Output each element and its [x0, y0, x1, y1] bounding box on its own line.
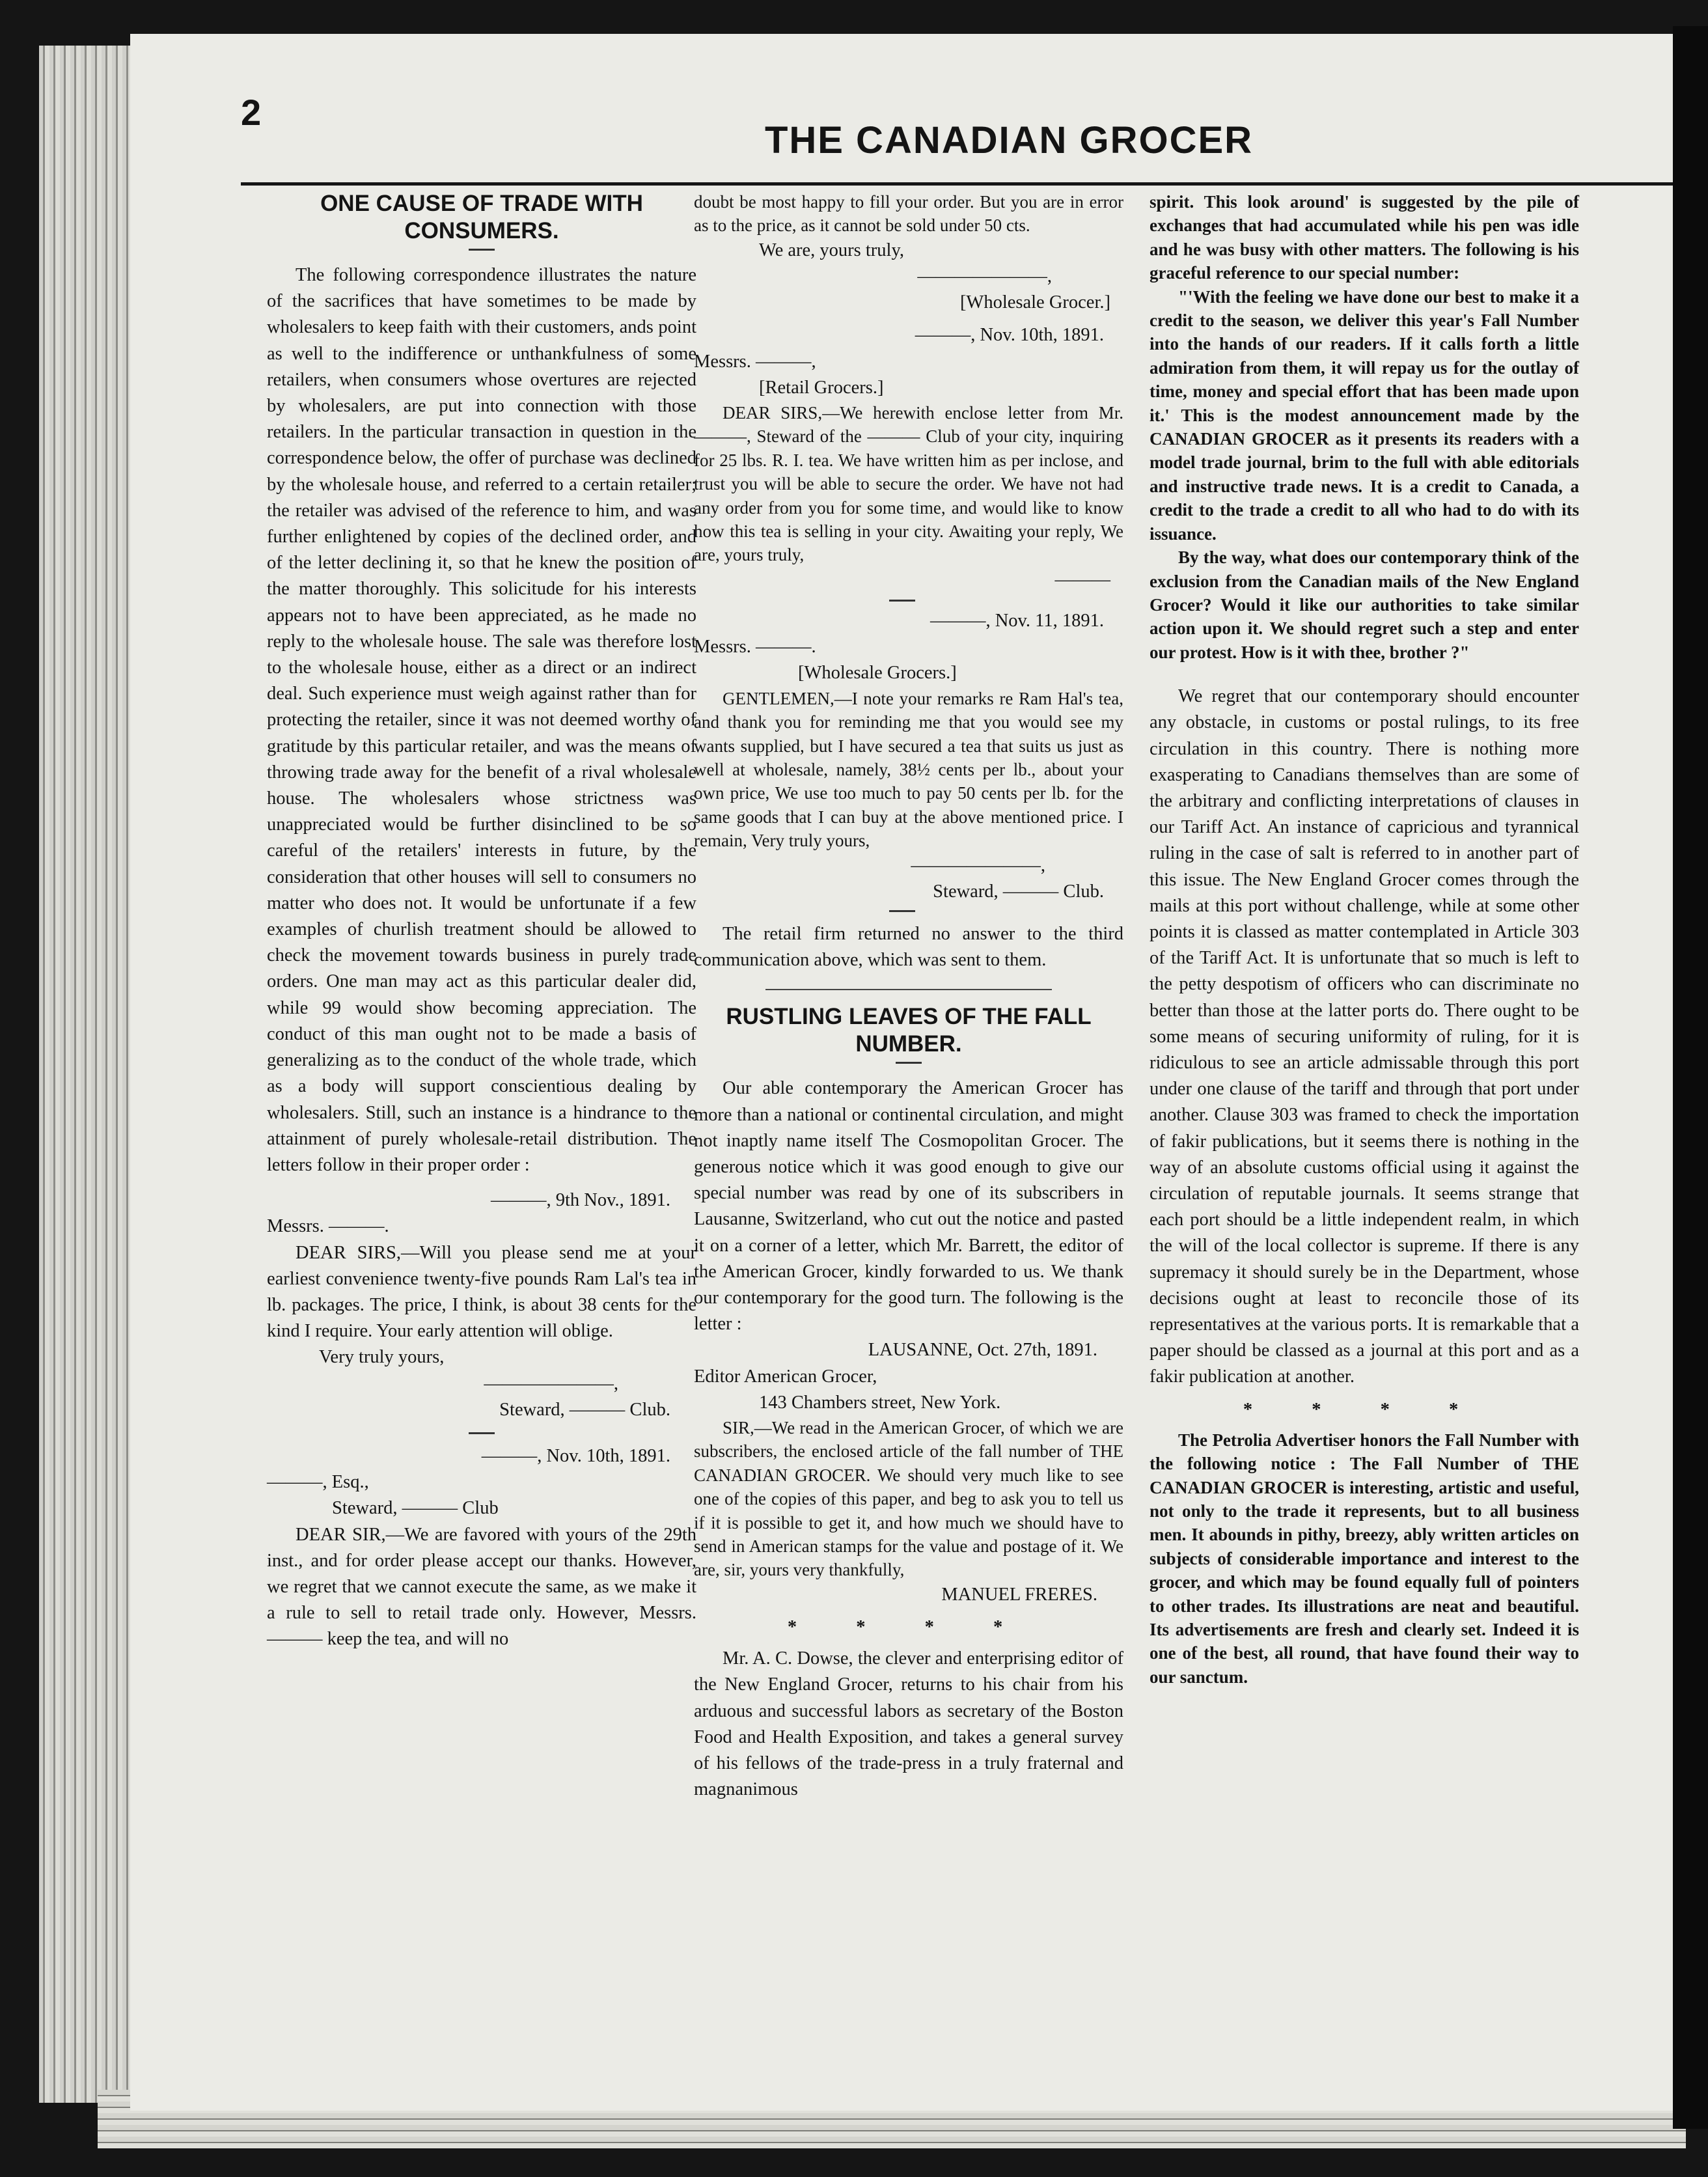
- lausanne-letter-date: LAUSANNE, Oct. 27th, 1891.: [868, 1340, 1097, 1361]
- article2-para1: Our able contemporary the American Grocer has more than a national or continental circulation, and might not inaptly name itself The Cosmopolitan Grocer. The generous notice which it was good enough to give our special number was read by one of its subscribers in Lausanne, Switzerland, who cut out the notice and pasted it on a corner of a letter, which Mr. Barrett, the editor of the American Grocer, kindly forwarded to us. We thank our contemporary for the good turn. The following is the letter :: [694, 1078, 1123, 1335]
- letter2-body-end: doubt be most happy to fill your order. But you are in error as to the price, as it cannot be sold under 50 cts.: [694, 192, 1123, 236]
- article2-para4: The Petrolia Advertiser honors the Fall Number with the following notice : The Fall Number of THE CANADIAN GROCER is interesting, artistic and useful, not only to the trade it represents, but to all business men. It abounds in pithy, breezy, ably written articles on subjects of considerable importance and interest to the grocer, and which may be found equally full of pointers to other trades. Its illustrations are neat and beautiful. Its advertisements are fresh and clearly set. Indeed it is one of the best, all round, that have found their way to our sanctum.: [1150, 1430, 1579, 1687]
- letter1-body: DEAR SIRS,—Will you please send me at your earliest convenience twenty-five pounds Ram Lal's tea in lb. packages. The price, I think, is about 38 cents for the kind I require. Your early attention will oblige.: [267, 1242, 696, 1342]
- section-stars: * * * *: [787, 1617, 1030, 1638]
- section-stars: * * * *: [1243, 1399, 1486, 1420]
- article1-outro: The retail firm returned no answer to the third communication above, which was sent to them.: [694, 923, 1123, 971]
- letter2-to-2: Steward, ——— Club: [332, 1498, 499, 1519]
- letter1-date: ———, 9th Nov., 1891.: [490, 1190, 670, 1211]
- article2-heading: RUSTLING LEAVES OF THE FALL NUMBER.: [726, 1004, 1092, 1057]
- letter4-sig-line: ———————,: [911, 855, 1045, 876]
- article2-para2: Mr. A. C. Dowse, the clever and enterprising editor of the New England Grocer, returns to his chair from his arduous and successful labors as secretary of the Boston Food and Health Exposition, and takes a general survey of his fellows of the trade-press in a truly fraternal and magnanimous: [694, 1648, 1123, 1800]
- page-number: 2: [241, 92, 262, 133]
- letter2-signature: [Wholesale Grocer.]: [959, 292, 1110, 313]
- letter1-sig-line: ———————,: [484, 1373, 618, 1394]
- letter2-body-start: DEAR SIR,—We are favored with yours of the 29th inst., and for order please accept our thanks. However, we regret that we cannot execute the same, as we make it a rule to sell to retail trade only. However, Messrs. ——— keep the tea, and will no: [267, 1524, 696, 1650]
- letter1-signature: Steward, ——— Club.: [499, 1399, 670, 1420]
- new-england-quote-2: By the way, what does our contemporary think of the exclusion from the Canadian mails of the New England Grocer? Would it like our authorities to take similar action upon it. We should regret such a step and enter our protest. How is it with thee, brother ?": [1150, 548, 1579, 662]
- lausanne-letter-to-2: 143 Chambers street, New York.: [759, 1392, 1001, 1413]
- bound-page-edges: [39, 46, 143, 2103]
- letter2-to-1: ———, Esq.,: [267, 1472, 369, 1493]
- lausanne-letter-body: SIR,—We read in the American Grocer, of which we are subscribers, the enclosed article of the fall number of THE CANADIAN GROCER. We should very much like to see one of the copies of this paper, and beg to ask you to tell us if it is possible to get it, and how much we should have to send in American stamps for the value and postage of it. We are, sir, yours very thankfully,: [694, 1417, 1123, 1580]
- letter2-date: ———, Nov. 10th, 1891.: [481, 1445, 670, 1466]
- lausanne-letter-to-1: Editor American Grocer,: [694, 1366, 877, 1387]
- divider-dash: [889, 910, 915, 912]
- letter4-to-sub: [Wholesale Grocers.]: [798, 663, 957, 684]
- letter4-signature: Steward, ——— Club.: [933, 881, 1104, 902]
- lausanne-letter-signature: MANUEL FRERES.: [941, 1584, 1097, 1605]
- masthead-rule: [241, 182, 1673, 186]
- column-1: [267, 190, 696, 1653]
- divider-dash: [469, 1432, 495, 1434]
- letter3-date: ———, Nov. 10th, 1891.: [915, 325, 1104, 346]
- new-england-quote: "'With the feeling we have done our best to make it a credit to the season, we deliver this year's Fall Number into the hands of our readers. If it calls forth a little admiration from them, it will repay us for the outlay of time, money and special effort that has been made upon it.' This is the modest announcement made by the CANADIAN GROCER as it presents its readers with a model trade journal, brim to the full with able editorials and instructive trade news. It is a credit to Canada, a credit to the trade a credit to all who had to do with its issuance.: [1150, 286, 1579, 544]
- column-2: [694, 190, 1123, 1803]
- letter1-closing: Very truly yours,: [319, 1347, 445, 1368]
- heading-dash: [469, 249, 495, 251]
- letter4-body: GENTLEMEN,—I note your remarks re Ram Hal's tea, and thank you for reminding me that you would see my wants supplied, but I have secured a tea that suits us just as well at wholesale, namely, 38½ cents per lb., about your own price, We use too much to pay 50 cents per lb. for the same goods that I can buy at the above mentioned price. I remain, Very truly yours,: [694, 688, 1123, 851]
- letter2-sig-line: ———————,: [917, 266, 1052, 287]
- letter3-to-sub: [Retail Grocers.]: [759, 377, 884, 398]
- letter3-body: DEAR SIRS,—We herewith enclose letter from Mr. ———, Steward of the ——— Club of your city, inquiring for 25 lbs. R. I. tea. We have written him as per inclose, and trust you will be able to secure the order. We have not had any order from you for some time, and would like to know how this tea is selling in your city. Awaiting your reply, We are, yours truly,: [694, 403, 1123, 565]
- letter4-to: Messrs. ———.: [694, 637, 816, 658]
- column-3: [1150, 190, 1579, 1689]
- article2-para3: We regret that our contemporary should encounter any obstacle, in customs or postal rulings, to its free circulation in this country. There is nothing more exasperating to Canadians themselves than are some of the arbitrary and conflicting interpretations of clauses in our Tariff Act. An instance of capricious and tyrannical ruling in the case of salt is referred to in another part of this issue. The New England Grocer comes through the mails at this port without challenge, while at some other points it is classed as matter contemplated in Article 303 of the Tariff Act. It is unfortunate that so much is left to the petty despotism of officers who can discriminate no better than those at the latter ports do. There ought to be some means of securing uniformity of ruling, for it is ridiculous to see an article admissable through this port under one clause of the tariff and through that port under another. Clause 303 was framed to check the importation of fakir publications, but it seems there is nothing in the way of an absolute customs official using it against the circulation of reputable journals. It seems strange that each port should be a little independent realm, in which the will of the local collector is supreme. If there is any supremacy it should surely be in the Department, whose decisions ought at least to reconcile those of its representatives at the various ports. It is remarkable that a paper should be classed as a journal at this port and as a fakir publication at another.: [1150, 686, 1579, 1387]
- heading-dash: [896, 1062, 922, 1064]
- letter2-closing: We are, yours truly,: [759, 240, 904, 260]
- right-binding-shadow: [1673, 26, 1708, 2129]
- article1-heading: ONE CAUSE OF TRADE WITH CONSUMERS.: [320, 191, 643, 243]
- newspaper-page: [130, 34, 1673, 2111]
- masthead: THE CANADIAN GROCER: [764, 119, 1254, 161]
- letter3-sig-line: ———: [1054, 569, 1110, 590]
- article1-intro: The following correspondence illustrates the nature of the sacrifices that have sometimes to be made by wholesalers to keep faith with their customers, ands point as well to the indifference or unthankfulness of some retailers, when consumers whose overtures are rejected by wholesalers, are put into connection with those retailers. In the particular transaction in question in the correspondence below, the offer of purchase was declined by the wholesale house, and referred to a certain retailer; the retailer was advised of the reference to him, and was further enlightened by copies of the declined order, and of the letter declining it, so that he knew the position of the matter thoroughly. This solicitude for his interests appears not to have been appreciated, as he made no reply to the wholesale house. The sale was therefore lost to the wholesale house, either as a direct or an indirect deal. Such experience must weigh against rather than for protecting the retailer, since it was not deemed worthy of gratitude by this particular retailer, and was the means of throwing trade away for the benefit of a rival wholesale house. The wholesalers whose strictness was unappreciated would be further disinclined to be so careful of the retailers' interests in future, by the consideration that other houses will sell to consumers no matter who does not. It would be unfortunate if a few examples of churlish treatment should be allowed to check the movement towards business in purely trade orders. One man may act as this particular dealer did, while 99 would show becoming appreciation. The conduct of this man ought not to be made a basis of generalizing as to the conduct of the whole trade, which as a body will support conscientious dealing by wholesalers. Still, such an instance is a hindrance to the attainment of purely wholesale-retail distribution. The letters follow in their proper order :: [267, 265, 696, 1175]
- article-separator: [765, 989, 1052, 990]
- letter3-to: Messrs. ———,: [694, 351, 816, 372]
- divider-dash: [889, 600, 915, 602]
- article2-para2-cont: spirit. This look around' is suggested by the pile of exchanges that had accumulated while his pen was idle and he was busy with other matters. The following is his graceful reference to our special number:: [1150, 192, 1579, 283]
- letter1-to: Messrs. ———.: [267, 1216, 389, 1237]
- letter4-date: ———, Nov. 11, 1891.: [930, 611, 1104, 631]
